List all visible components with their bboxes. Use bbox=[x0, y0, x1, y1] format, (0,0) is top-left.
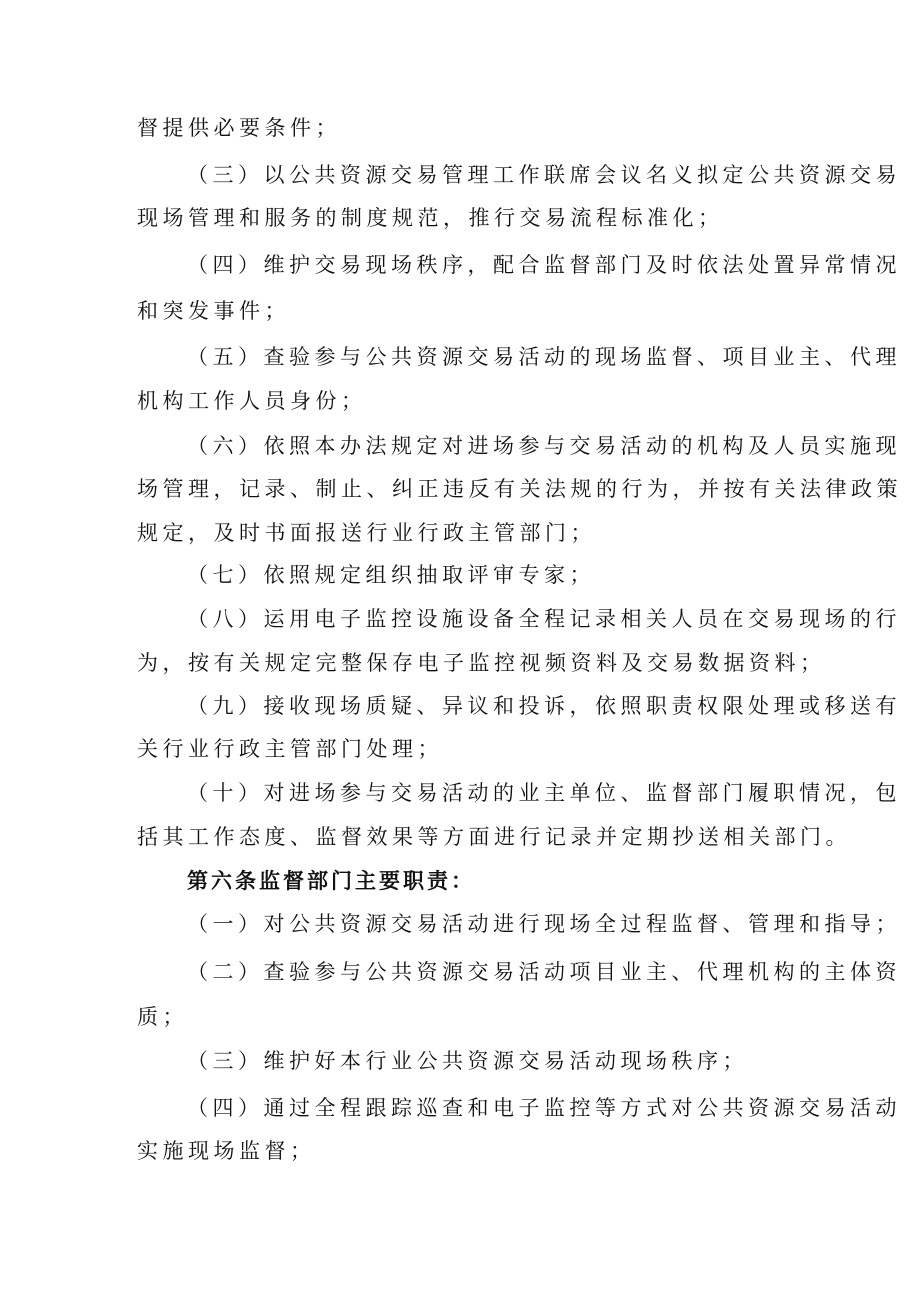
text-line: 现场管理和服务的制度规范，推行交易流程标准化； bbox=[137, 206, 724, 230]
text-line: （十）对进场参与交易活动的业主单位、监督部门履职情况，包 bbox=[187, 781, 901, 805]
text-line: 机构工作人员身份； bbox=[137, 389, 367, 413]
section-heading: 第六条监督部门主要职责： bbox=[187, 868, 475, 893]
text-line: （一）对公共资源交易活动进行现场全过程监督、管理和指导； bbox=[187, 912, 901, 936]
text-line: （四）通过全程跟踪巡查和电子监控等方式对公共资源交易活动 bbox=[187, 1096, 901, 1120]
text-line: （八）运用电子监控设施设备全程记录相关人员在交易现场的行 bbox=[187, 607, 901, 631]
text-line: （七）依照规定组织抽取评审专家； bbox=[187, 563, 595, 587]
text-line: 场管理，记录、制止、纠正违反有关法规的行为，并按有关法律政策 bbox=[137, 477, 902, 501]
text-line: 督提供必要条件； bbox=[137, 116, 341, 140]
text-line: （三）维护好本行业公共资源交易活动现场秩序； bbox=[187, 1049, 748, 1073]
text-line: 实施现场监督； bbox=[137, 1139, 316, 1163]
text-line: （五）查验参与公共资源交易活动的现场监督、项目业主、代理 bbox=[187, 345, 901, 369]
text-line: 关行业行政主管部门处理； bbox=[137, 737, 443, 761]
text-line: （六）依照本办法规定对进场参与交易活动的机构及人员实施现 bbox=[187, 434, 901, 458]
text-line: 为，按有关规定完整保存电子监控视频资料及交易数据资料； bbox=[137, 651, 826, 675]
text-line: （二）查验参与公共资源交易活动项目业主、代理机构的主体资 bbox=[187, 960, 901, 984]
text-line: 质； bbox=[137, 1005, 188, 1029]
text-line: 规定，及时书面报送行业行政主管部门； bbox=[137, 521, 596, 545]
text-line: 括其工作态度、监督效果等方面进行记录并定期抄送相关部门。 bbox=[137, 825, 851, 849]
text-line: （九）接收现场质疑、异议和投诉，依照职责权限处理或移送有 bbox=[187, 694, 901, 718]
text-line: （四）维护交易现场秩序，配合监督部门及时依法处置异常情况 bbox=[187, 253, 901, 277]
text-line: （三）以公共资源交易管理工作联席会议名义拟定公共资源交易 bbox=[187, 163, 901, 187]
text-line: 和突发事件； bbox=[137, 299, 290, 323]
